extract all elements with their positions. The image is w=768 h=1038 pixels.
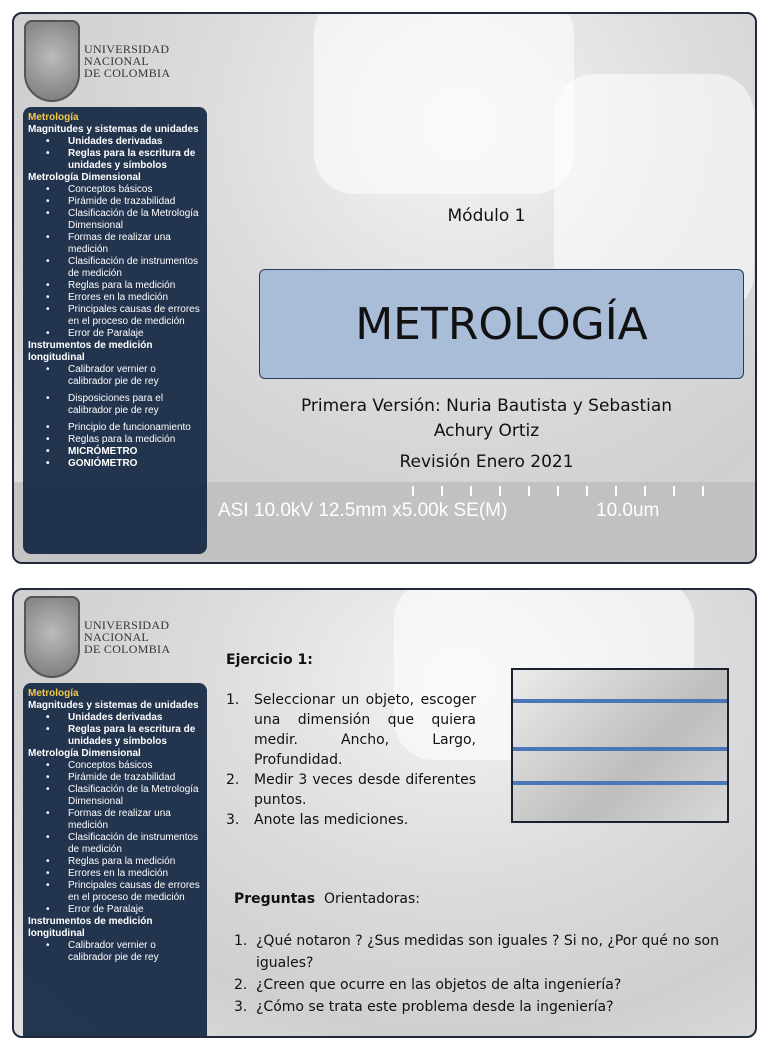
questions-title: Preguntas — [234, 891, 316, 907]
menu-item[interactable]: • Pirámide de trazabilidad — [46, 772, 202, 784]
question: 3. ¿Cómo se trata este problema desde la ingeniería? — [234, 999, 614, 1015]
university-logo — [24, 20, 170, 102]
menu-section[interactable]: Magnitudes y sistemas de unidades — [28, 124, 199, 135]
authors: Primera Versión: Nuria Bautista y Sebastian Achury Ortiz — [300, 396, 673, 441]
sem-scale: 10.0um — [596, 500, 660, 521]
menu-item[interactable]: • Principio de funcionamiento — [46, 422, 202, 434]
logo-text: NACIONAL — [84, 54, 150, 68]
menu-item[interactable]: • MICRÓMETRO — [46, 446, 202, 458]
menu-item[interactable]: • Formas de realizar una medición — [46, 808, 202, 832]
measurement-line — [513, 781, 727, 785]
sem-info: ASI 10.0kV 12.5mm x5.00k SE(M) — [218, 500, 508, 521]
menu-item[interactable]: • Conceptos básicos — [46, 760, 202, 772]
question: 1. ¿Qué notaron ? ¿Sus medidas son iguales ? Si no, ¿Por qué no son iguales? — [234, 933, 719, 971]
guiding-questions — [234, 888, 734, 1018]
menu-title[interactable]: Metrología — [28, 112, 79, 123]
menu-section[interactable]: Magnitudes y sistemas de unidades — [28, 700, 199, 711]
menu-item[interactable]: • Reglas para la medición — [46, 280, 202, 292]
slide-2 — [12, 588, 757, 1038]
background-shape — [314, 12, 574, 194]
menu-item[interactable]: • Errores en la medición — [46, 868, 202, 880]
menu-item[interactable]: • Reglas para la medición — [46, 434, 202, 446]
menu-section[interactable]: Metrología Dimensional — [28, 172, 141, 183]
logo-text: DE COLOMBIA — [84, 642, 171, 656]
menu-item[interactable]: • GONIÓMETRO — [46, 458, 202, 470]
logo-text: NACIONAL — [84, 630, 150, 644]
sidebar-menu — [23, 107, 207, 554]
menu-item[interactable]: • Clasificación de la Metrología Dimensional — [46, 784, 202, 808]
menu-item[interactable]: • Unidades derivadas — [46, 136, 202, 148]
seal-icon — [24, 20, 80, 102]
menu-item[interactable]: • Error de Paralaje — [46, 328, 202, 340]
menu-section[interactable]: Instrumentos de medición longitudinal — [28, 916, 153, 939]
exercise-step: 1. Seleccionar un objeto, escoger una dimensión que quiera medir. Ancho, Largo, Profundidad. — [226, 692, 476, 768]
question: 2. ¿Creen que ocurre en las objetos de alta ingeniería? — [234, 977, 622, 993]
exercise-step: 2. Medir 3 veces desde diferentes puntos. — [226, 772, 476, 808]
menu-item[interactable]: • Unidades derivadas — [46, 712, 202, 724]
seal-icon — [24, 596, 80, 678]
menu-section[interactable]: Instrumentos de medición longitudinal — [28, 340, 153, 363]
menu-item[interactable]: • Pirámide de trazabilidad — [46, 196, 202, 208]
menu-item[interactable]: • Clasificación de instrumentos de medición — [46, 832, 202, 856]
menu-item[interactable]: • Formas de realizar una medición — [46, 232, 202, 256]
menu-item[interactable]: • Reglas para la escritura de unidades y símbolos — [46, 724, 202, 748]
menu-title[interactable]: Metrología — [28, 688, 79, 699]
menu-item[interactable]: • Errores en la medición — [46, 292, 202, 304]
questions-title: Orientadoras: — [324, 891, 421, 907]
menu-item[interactable]: • Calibrador vernier o calibrador pie de rey — [46, 940, 202, 964]
sem-image — [511, 668, 729, 823]
menu-item[interactable]: • Reglas para la escritura de unidades y símbolos — [46, 148, 202, 172]
menu-item[interactable]: • Clasificación de la Metrología Dimensional — [46, 208, 202, 232]
logo-text: UNIVERSIDAD — [84, 618, 170, 632]
module-label: Módulo 1 — [447, 206, 526, 226]
revision: Revisión Enero 2021 — [399, 452, 574, 472]
menu-section[interactable]: Metrología Dimensional — [28, 748, 141, 759]
logo-text: DE COLOMBIA — [84, 66, 171, 80]
slide-1 — [12, 12, 757, 564]
slide-title: METROLOGÍA — [355, 298, 648, 350]
menu-item[interactable]: • Principales causas de errores en el proceso de medición — [46, 304, 202, 328]
menu-item[interactable]: • Reglas para la medición — [46, 856, 202, 868]
exercise-step: 3. Anote las mediciones. — [226, 812, 409, 828]
menu-item[interactable]: • Error de Paralaje — [46, 904, 202, 916]
menu-item[interactable]: • Clasificación de instrumentos de medición — [46, 256, 202, 280]
exercise — [226, 650, 476, 830]
measurement-line — [513, 699, 727, 703]
menu-item[interactable]: • Disposiciones para el calibrador pie de rey — [46, 393, 202, 417]
logo-text: UNIVERSIDAD — [84, 42, 170, 56]
university-logo — [24, 596, 170, 678]
exercise-title: Ejercicio 1: — [226, 652, 313, 668]
title-box — [259, 269, 744, 379]
menu-item[interactable]: • Conceptos básicos — [46, 184, 202, 196]
menu-item[interactable]: • Calibrador vernier o calibrador pie de rey — [46, 364, 202, 388]
measurement-line — [513, 747, 727, 751]
menu-item[interactable]: • Principales causas de errores en el proceso de medición — [46, 880, 202, 904]
sidebar-menu — [23, 683, 207, 1038]
